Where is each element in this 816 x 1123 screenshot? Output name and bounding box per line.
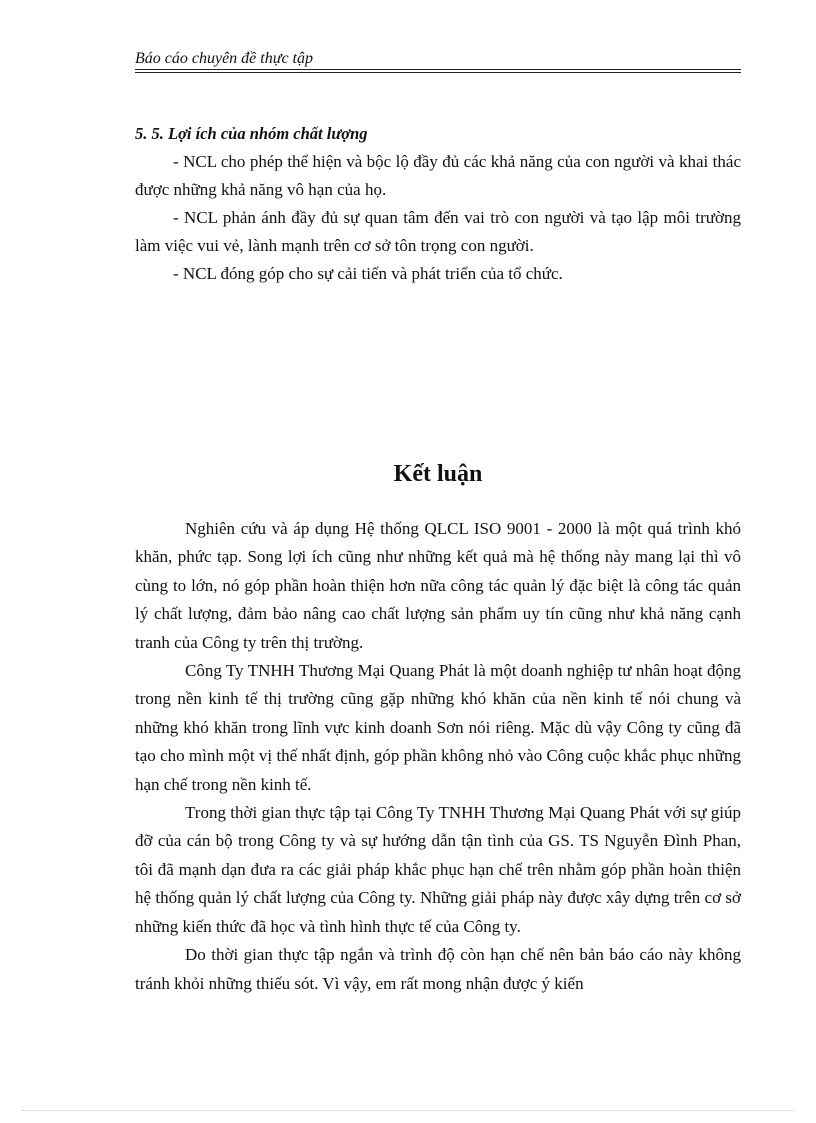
section-title: 5. 5. Lợi ích của nhóm chất lượng — [135, 124, 368, 143]
conclusion-paragraph: Công Ty TNHH Thương Mại Quang Phát là một doanh nghiệp tư nhân hoạt động trong nền kinh tế thị trường cũng gặp những khó khăn của nền kinh tế nói chung và những khó khăn trong lĩnh vực kinh doanh Sơn nói riêng. Mặc dù vậy Công ty cũng đã tạo cho mình một vị thế nhất định, góp phần không nhỏ vào Công cuộc khắc phục những hạn chế trong nền kinh tế. — [135, 661, 741, 794]
conclusion-heading: Kết luận — [393, 461, 483, 487]
conclusion-paragraph: Nghiên cứu và áp dụng Hệ thống QLCL ISO 9001 - 2000 là một quá trình khó khăn, phức tạp. Song lợi ích cũng như những kết quả mà hệ thống này mang lại thì vô cùng to lớn, nó góp phần hoàn thiện hơn nữa công tác quản lý đặc biệt là công tác quản lý chất lượng, đảm bảo nâng cao chất lượng sản phẩm uy tín cũng như khả năng cạnh tranh của Công ty trên thị trường. — [135, 519, 741, 652]
bullet-item: - NCL đóng góp cho sự cải tiến và phát triển của tổ chức. — [173, 264, 563, 283]
conclusion-body — [135, 515, 741, 998]
conclusion-paragraph: Do thời gian thực tập ngắn và trình độ còn hạn chế nên bản báo cáo này không tránh khỏi những thiếu sót. Vì vậy, em rất mong nhận được ý kiến — [135, 945, 741, 993]
page-bottom-rule — [22, 1110, 794, 1111]
bullet-item: - NCL cho phép thể hiện và bộc lộ đầy đủ các khả năng của con người và khai thác được những khả năng vô hạn của họ. — [135, 152, 741, 199]
page-header-title: Báo cáo chuyên đề thực tập — [135, 50, 313, 67]
header-rule-bottom — [135, 72, 741, 73]
header-rule-top — [135, 69, 741, 70]
conclusion-paragraph: Trong thời gian thực tập tại Công Ty TNHH Thương Mại Quang Phát với sự giúp đỡ của cán bộ trong Công ty và sự hướng dẫn tận tình của GS. TS Nguyễn Đình Phan, tôi đã mạnh dạn đưa ra các giải pháp khắc phục hạn chế trên nhằm góp phần hoàn thiện hệ thống quản lý chất lượng của Công ty. Những giải pháp này được xây dựng trên cơ sở những kiến thức đã học và tình hình thực tế của Công ty. — [135, 803, 741, 936]
bullet-item: - NCL phản ánh đầy đủ sự quan tâm đến vai trò con người và tạo lập môi trường làm việc vui vẻ, lành mạnh trên cơ sở tôn trọng con người. — [135, 208, 741, 255]
section-benefits — [135, 120, 741, 288]
